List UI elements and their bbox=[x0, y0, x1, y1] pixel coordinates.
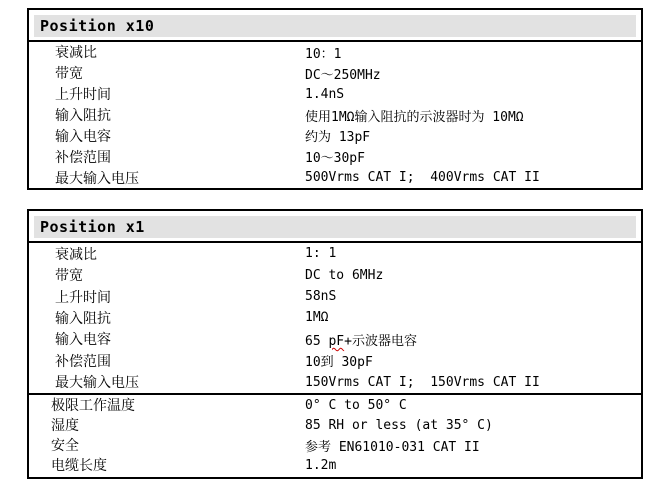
row-label: 补偿范围 bbox=[55, 353, 111, 370]
spec-row-max-input-voltage bbox=[29, 167, 641, 188]
table-header-bar bbox=[34, 216, 636, 238]
row-label: 上升时间 bbox=[55, 87, 111, 104]
row-value: 1: 1 bbox=[305, 246, 337, 262]
row-label: 上升时间 bbox=[55, 289, 111, 306]
row-label: 衰减比 bbox=[55, 246, 97, 263]
row-value: 1MΩ bbox=[305, 310, 329, 326]
value-part: +示波器电容 bbox=[344, 333, 417, 349]
spec-row-input-capacitance bbox=[29, 329, 641, 350]
row-value: 1.4nS bbox=[305, 86, 345, 102]
row-label: 补偿范围 bbox=[55, 149, 111, 166]
spec-row-attenuation bbox=[29, 243, 641, 264]
table-header-x1 bbox=[29, 211, 641, 243]
spec-row-input-impedance bbox=[29, 307, 641, 328]
row-label: 湿度 bbox=[51, 418, 79, 434]
row-value: 85 RH or less (at 35° C) bbox=[305, 417, 493, 433]
spec-table-position-x10 bbox=[27, 8, 643, 190]
environment-rows bbox=[29, 393, 641, 475]
spec-rows-x10 bbox=[29, 42, 641, 188]
spec-row-bandwidth bbox=[29, 264, 641, 285]
spec-row-safety bbox=[29, 435, 641, 455]
row-value: 500Vrms CAT I; 400Vrms CAT II bbox=[305, 170, 540, 186]
row-label: 极限工作温度 bbox=[51, 398, 135, 414]
table-header-x10 bbox=[29, 10, 641, 42]
row-value: 10到 30pF bbox=[305, 355, 373, 371]
row-value: DC～250MHz bbox=[305, 67, 381, 83]
row-value: 10～30pF bbox=[305, 151, 365, 167]
row-label: 最大输入电压 bbox=[55, 170, 139, 187]
row-value bbox=[305, 330, 417, 349]
row-value: 58nS bbox=[305, 289, 337, 305]
spec-row-rise-time bbox=[29, 286, 641, 307]
row-label: 输入电容 bbox=[55, 128, 111, 145]
spec-row-attenuation bbox=[29, 42, 641, 63]
spec-row-humidity bbox=[29, 415, 641, 435]
table-header-bar bbox=[34, 15, 636, 37]
row-label: 衰减比 bbox=[55, 45, 97, 62]
table-title-x1: Position x1 bbox=[40, 218, 145, 236]
spec-rows-x1 bbox=[29, 243, 641, 393]
value-part: 65 bbox=[305, 333, 329, 349]
row-value: 10：1 bbox=[305, 46, 342, 62]
row-label: 输入阻抗 bbox=[55, 108, 111, 124]
row-value: 0° C to 50° C bbox=[305, 397, 407, 413]
spec-row-bandwidth bbox=[29, 63, 641, 84]
spec-row-compensation-range bbox=[29, 146, 641, 167]
spellcheck-marked-text: pF bbox=[328, 333, 345, 349]
table-title-x10: Position x10 bbox=[40, 17, 155, 35]
spec-row-input-impedance bbox=[29, 105, 641, 126]
spec-row-compensation-range bbox=[29, 350, 641, 371]
spec-row-input-capacitance bbox=[29, 125, 641, 146]
spec-row-cable-length bbox=[29, 455, 641, 475]
row-value: 1.2m bbox=[305, 457, 337, 473]
row-value: DC to 6MHz bbox=[305, 267, 384, 283]
row-value: 150Vrms CAT I; 150Vrms CAT II bbox=[305, 374, 540, 390]
row-label: 安全 bbox=[51, 438, 79, 454]
spec-row-max-input-voltage bbox=[29, 372, 641, 393]
row-label: 带宽 bbox=[55, 268, 83, 285]
row-value: 使用1MΩ输入阻抗的示波器时为 10MΩ bbox=[305, 109, 524, 125]
row-value: 参考 EN61010-031 CAT II bbox=[305, 439, 480, 455]
row-label: 带宽 bbox=[55, 66, 83, 83]
row-label: 输入阻抗 bbox=[55, 310, 111, 327]
row-label: 电缆长度 bbox=[51, 458, 107, 474]
row-label: 输入电容 bbox=[55, 332, 111, 349]
spec-row-rise-time bbox=[29, 84, 641, 105]
spec-table-position-x1 bbox=[27, 209, 643, 479]
row-value: 约为 13pF bbox=[305, 130, 371, 146]
spec-row-operating-temperature bbox=[29, 395, 641, 415]
row-label: 最大输入电压 bbox=[55, 375, 139, 392]
